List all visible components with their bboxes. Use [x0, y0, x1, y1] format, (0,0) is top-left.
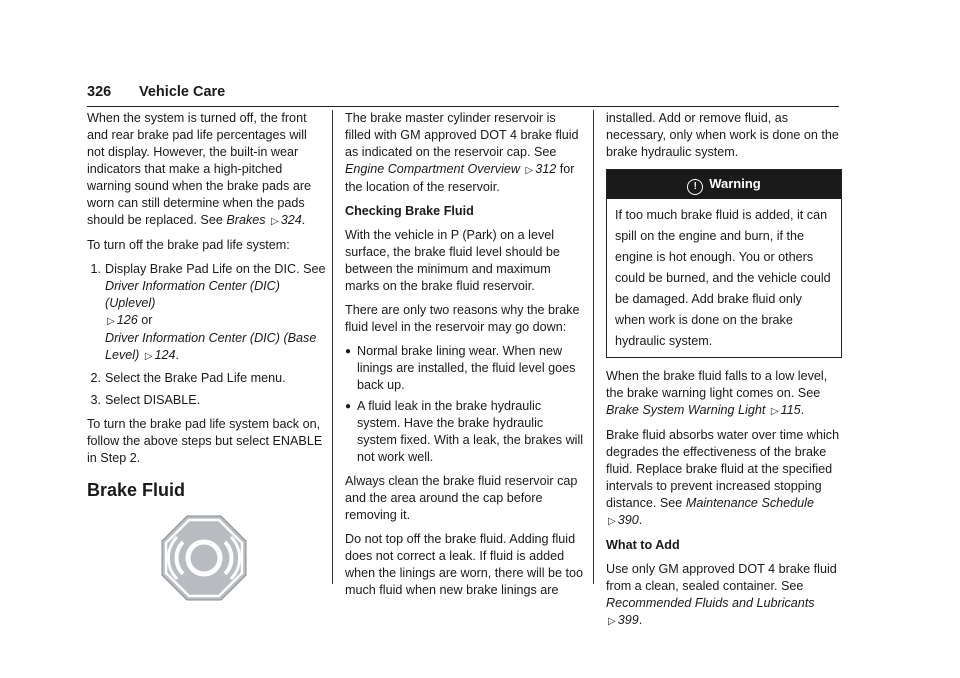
xref-page[interactable]: 124: [154, 348, 176, 362]
bullet-icon: ●: [345, 346, 352, 357]
list-item: ● A fluid leak in the brake hydraulic system. Have the brake hydraulic system fixed. With a leak, the brakes will not work well.: [345, 399, 584, 464]
paragraph: installed. Add or remove fluid, as necessary, only when work is done on the brake hydraulic system.: [606, 111, 839, 159]
xref-arrow-icon: ▷: [525, 165, 534, 176]
subheading: What to Add: [606, 538, 680, 552]
paragraph: With the vehicle in P (Park) on a level surface, the brake fluid level should be between the minimum and maximum marks on the brake fluid reservoir.: [345, 228, 560, 293]
numbered-steps: [87, 261, 327, 409]
paragraph: To turn off the brake pad life system:: [87, 238, 290, 252]
bullet-list: [345, 343, 585, 466]
warning-text: If too much brake fluid is added, it can spill on the engine and burn, if the engine is hot enough. You or others could be burned, and the vehicle could be damaged. Add brake fluid only when work is done on the brake hydraulic system.: [615, 208, 831, 348]
column-3: [606, 110, 842, 637]
list-item: 2. Select the Brake Pad Life menu.: [90, 371, 286, 385]
column-2: [345, 110, 585, 606]
paragraph: When the brake fluid falls to a low level, the brake warning light comes on. See Brake System Warning Light ▷ 115.: [606, 369, 828, 417]
xref-page[interactable]: 312: [535, 162, 557, 176]
column-divider: [332, 110, 333, 584]
column-1: [87, 110, 327, 601]
xref-link[interactable]: Brake System Warning Light: [606, 403, 766, 417]
xref-page[interactable]: 126: [116, 313, 138, 327]
paragraph: Always clean the brake fluid reservoir cap and the area around the cap before removing it.: [345, 474, 578, 522]
xref-link[interactable]: Brakes: [226, 213, 266, 227]
paragraph: Brake fluid absorbs water over time which degrades the effectiveness of the brake fluid. Replace brake fluid at the specified intervals to prevent increased stopping distance. See Maintenance Schedule ▷ 390.: [606, 428, 840, 527]
xref-link[interactable]: Maintenance Schedule: [685, 496, 814, 510]
xref-link[interactable]: Recommended Fluids and Lubricants: [606, 596, 815, 610]
list-item: 1. Display Brake Pad Life on the DIC. See Driver Information Center (DIC) (Uplevel) ▷ 126 or Driver Information Center (DIC) (Base Level) ▷ 124.: [90, 262, 326, 362]
column-divider: [593, 110, 594, 584]
page-number: 326: [87, 84, 112, 100]
paragraph: The brake master cylinder reservoir is filled with GM approved DOT 4 brake fluid as indicated on the reservoir cap. See Engine Compartment Overview ▷ 312 for the location of the reservoir.: [345, 111, 579, 194]
xref-arrow-icon: ▷: [608, 616, 616, 627]
paragraph: When the system is turned off, the front and rear brake pad life percentages will not display. However, the built-in wear indicators that make a high-pitched warning sound when the brake pads are worn can still determine when the pads should be replaced. See Brakes ▷ 324.: [87, 111, 312, 227]
xref-link[interactable]: Engine Compartment Overview: [345, 162, 520, 176]
warning-title: Warning: [709, 176, 761, 191]
xref-page[interactable]: 324: [280, 213, 302, 227]
xref-page[interactable]: 399: [617, 613, 639, 627]
page-header: [87, 82, 839, 107]
brake-fluid-symbol-icon: [161, 515, 247, 601]
xref-link[interactable]: Driver Information Center (DIC) (Base Level): [105, 331, 317, 362]
paragraph: Use only GM approved DOT 4 brake fluid from a clean, sealed container. See Recommended Fluids and Lubricants ▷ 399.: [606, 562, 837, 627]
xref-arrow-icon: ▷: [770, 406, 779, 417]
subheading: Checking Brake Fluid: [345, 204, 474, 218]
xref-arrow-icon: ▷: [107, 316, 115, 327]
xref-arrow-icon: ▷: [144, 351, 153, 362]
xref-page[interactable]: 115: [780, 403, 801, 417]
xref-page[interactable]: 390: [617, 513, 639, 527]
xref-arrow-icon: ▷: [608, 516, 616, 527]
warning-icon: !: [687, 179, 703, 195]
paragraph: To turn the brake pad life system back on, follow the above steps but select ENABLE in Step 2.: [87, 417, 323, 465]
xref-link[interactable]: Driver Information Center (DIC) (Uplevel): [105, 279, 280, 310]
warning-box: [606, 169, 842, 358]
section-heading: Brake Fluid: [87, 480, 186, 500]
bullet-icon: ●: [345, 401, 352, 412]
list-item: 3. Select DISABLE.: [90, 393, 201, 407]
warning-header: [607, 170, 841, 199]
xref-arrow-icon: ▷: [271, 216, 279, 227]
paragraph: Do not top off the brake fluid. Adding fluid does not correct a leak. If fluid is added when the linings are worn, there will be too much fluid when new brake linings are: [345, 532, 584, 597]
section-title: Vehicle Care: [139, 84, 226, 100]
paragraph: There are only two reasons why the brake fluid level in the reservoir may go down:: [345, 303, 580, 334]
list-item: ● Normal brake lining wear. When new linings are installed, the fluid level goes back up.: [345, 344, 576, 392]
